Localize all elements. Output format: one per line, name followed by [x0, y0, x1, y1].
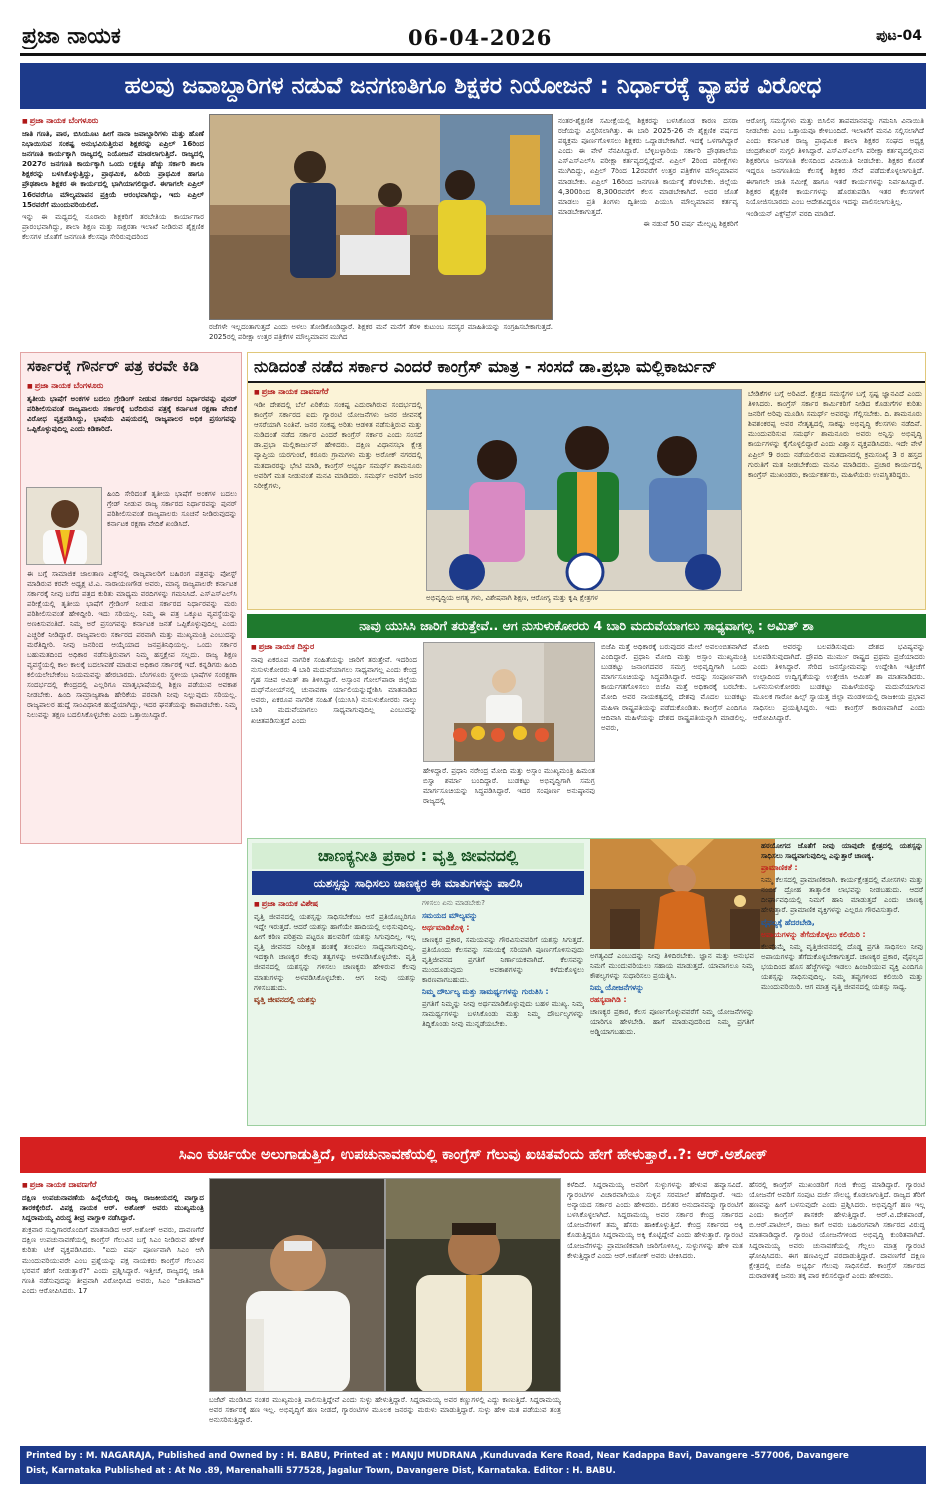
article2-top: [27, 381, 237, 434]
article5-col3-text1: ಚಾಣಕ್ಯರ ಪ್ರಕಾರ, ಕೆಲಸ ಪೂರ್ಣಗೊಳ್ಳುವವರೆಗೆ ನಿಮ್ಮ ಯೋಜನೆಗಳನ್ನು ಯಾರಿಗೂ ಹೇಳಬೇಡಿ. ಹಾಗೆ ಮಾಡುವುದರಿಂದ ನಿಮ್ಮ ಪ್ರಗತಿಗೆ ಅಡ್ಡಿಯಾಗಬಹುದು.: [590, 1007, 754, 1037]
article5-col3-head2: ರಹಸ್ಯವಾಗಿಡಿ :: [590, 995, 627, 1005]
article1-byline: ■ ಪ್ರಜಾ ನಾಯಕ ಬೆಂಗಳೂರು: [22, 116, 204, 126]
imprint-line-2: Dist, Karnataka Published at : At No .89, Marenahalli 577528, Jagalur Town, Davangere Dist, Karnataka. Editor : H. BABU.: [26, 1466, 616, 1476]
article5-byline: ■ ಪ್ರಜಾ ನಾಯಕ ವಿಶೇಷ: [254, 899, 416, 909]
article1-col1-rest: ಇನ್ನು ಈ ಮಧ್ಯದಲ್ಲಿ ನೂರಾರು ಶಿಕ್ಷಕರಿಗೆ ತರಬೇತಿಯ ಕಾರ್ಯಾಗಾರ ಪ್ರಾರಂಭವಾಗಿದ್ದು, ಶಾಲಾ ಶಿಕ್ಷಣ ಮತ್ತು ಸಾಕ್ಷರತಾ ಇಲಾಖೆ ನೀಡಿರುವ ಶೈಕ್ಷಣಿಕ ಕೆಲಸಗಳ ಜೊತೆಗೆ ಜನಗಣತಿ ಕೆಲಸವೂ ಸೇರಿರುವುದರಿಂದ: [22, 211, 204, 241]
article4-headline: ನಾವು ಯುಸಿಸಿ ಜಾರಿಗೆ ತರುತ್ತೇವೆ.. ಆಗ ನುಸುಳುಕೋರರು 4 ಬಾರಿ ಮದುವೆಯಾಗಲು ಸಾಧ್ಯವಾಗಲ್ಲ : ಅಮಿತ್ ಶಾ: [247, 614, 926, 638]
article5-col4-head1: ಪ್ರಾಮಾಣಿಕತೆ :: [761, 863, 798, 873]
article5-col2-text1: ಚಾಣಕ್ಯರ ಪ್ರಕಾರ, ಸಮಯವನ್ನು ಗೌರವಿಸುವವರಿಗೆ ಯಶಸ್ಸು ಸಿಗುತ್ತದೆ. ಪ್ರತಿಯೊಂದು ಕೆಲಸವನ್ನು ಸಮಯಕ್ಕೆ ಸರಿಯಾಗಿ ಪೂರ್ಣಗೊಳಿಸುವುದು ವೃತ್ತಿಜೀವನದ ಪ್ರಗತಿಗೆ ನಿರ್ಣಾಯಕವಾಗಿದೆ. ಕೆಲಸವನ್ನು ಮುಂದೂಡುವುದು ಅವಕಾಶಗಳನ್ನು ಕಳೆದುಕೊಳ್ಳಲು ಕಾರಣವಾಗಬಹುದು.: [422, 934, 584, 984]
teachers-photo-illustration: [210, 115, 553, 320]
article5-col2-text2: ಪ್ರಗತಿಗೆ ನಿಮ್ಮನ್ನು ನೀವು ಅರ್ಥಮಾಡಿಕೊಳ್ಳುವುದು ಬಹಳ ಮುಖ್ಯ. ನಿಮ್ಮ ಸಾಮರ್ಥ್ಯಗಳನ್ನು ಬಳಸಿಕೊಂಡು ಮತ್ತು ನಿಮ್ಮ ದೌರ್ಬಲ್ಯಗಳನ್ನು ತಿದ್ದಿಕೊಂಡು ನೀವು ಮುನ್ನಡೆಯಬೇಕು.: [422, 998, 584, 1029]
campaign-photo-illustration: [427, 390, 742, 591]
article5-col4: [761, 841, 923, 1123]
article2-body1: ಹಿಂದಿ ಸೇರಿದಂತೆ ತೃತೀಯ ಭಾಷೆಗೆ ಅಂಕಗಳ ಬದಲು ಗ್ರೇಡ್ ನೀಡುವ ರಾಜ್ಯ ಸರ್ಕಾರದ ನಿರ್ಧಾರವನ್ನು ಪುನರ್ ಪರಿಶೀಲಿಸುವಂತೆ ರಾಜ್ಯಪಾಲರು ಸೂಚನೆ ನೀಡಿರುವುದನ್ನು ಕರ್ನಾಟಕ ರಕ್ಷಣಾ ವೇದಿಕೆ ಖಂಡಿಸಿದೆ.: [107, 489, 237, 529]
article5-col3-head1: ನಿಮ್ಮ ಯೋಜನೆಗಳನ್ನು: [590, 983, 644, 993]
article5-col2-head1: ಸಮಯದ ಮೌಲ್ಯವನ್ನು: [422, 910, 478, 920]
article3-photo-campaign: [426, 389, 742, 591]
article2-body2: ಈ ಬಗ್ಗೆ ಸಾಮಾಜಿಕ ಜಾಲತಾಣ ಎಕ್ಸ್‌ನಲ್ಲಿ ರಾಜ್ಯಪಾಲರಿಗೆ ಬಹಿರಂಗ ಪತ್ರವನ್ನು ಪೋಸ್ಟ್ ಮಾಡಿರುವ ಕರವೇ ಅಧ್ಯಕ್ಷ ಟಿ.ಎ. ನಾರಾಯಣಗೌಡ ಅವರು, ಮಾನ್ಯ ರಾಜ್ಯಪಾಲರೇ ಕರ್ನಾಟಕ ಸರ್ಕಾರಕ್ಕೆ ನೀವು ಬರೆದ ಪತ್ರದ ಕುರಿತು ಮಾಧ್ಯಮ ವರದಿಗಳನ್ನು ಗಮನಿಸಿದೆ. ಎಸ್ಎಸ್ಎಲ್‌ಸಿ ಪರೀಕ್ಷೆಯಲ್ಲಿ ತೃತೀಯ ಭಾಷೆಗೆ ಗ್ರೇಡಿಂಗ್ ನೀಡುವ ಸರ್ಕಾರದ ನಿರ್ಧಾರವನ್ನು ಮರು ಪರಿಶೀಲಿಸುವಂತೆ ಹೇಳಿದ್ದೀರಿ. ಇದು ಸರಿಯಲ್ಲ. ನಿಮ್ಮ ಈ ಪತ್ರ ಒಕ್ಕೂಟ ವ್ಯವಸ್ಥೆಯನ್ನು ಅಣಕಿಸುವಂತಿದೆ. ನಿಮ್ಮ ಅರೆ ಪ್ರಸಂಗವನ್ನು ಕರ್ನಾಟಕ ಜನತೆ ಒಪ್ಪಿಕೊಳ್ಳುವುದಿಲ್ಲ ಎಂದು ಎಚ್ಚರಿಕೆ ನೀಡಿದ್ದಾರೆ. ರಾಜ್ಯಪಾಲರು ಸರ್ಕಾರದ ಪರವಾಗಿ ಮತ್ತು ಮುಖ್ಯಮಂತ್ರಿ ಎಂಬುದನ್ನು ಮರೆತಿದ್ದೀರಿ. ನೀವು ಜನರಿಂದ ಆಯ್ಕೆಯಾದ ಜನಪ್ರತಿನಿಧಿಯಲ್ಲ. ಒಂದು ಸರ್ಕಾರ ಬಹುಮತದಿಂದ ಅಧಿಕಾರ ನಡೆಸುತ್ತಿರುವಾಗ ನಿಮ್ಮ ಹಸ್ತಕ್ಷೇಪ ಸಲ್ಲದು. ರಾಜ್ಯ ಶಿಕ್ಷಣ ವ್ಯವಸ್ಥೆಯಲ್ಲಿ ಕಾಲ ಕಾಲಕ್ಕೆ ಬದಲಾವಣೆ ಮಾಡುವ ಅಧಿಕಾರ ಸರ್ಕಾರಕ್ಕೆ ಇದೆ. ಕನ್ನಡಿಗರು ಹಿಂದಿ ಕಲಿಯಲೇಬೇಕೆಂಬ ನಿಯಮವನ್ನು ಹೇರಬಾರದು. ಬೆಂಗಳೂರು ಸ್ಥಳೀಯ ಭಾಷೆಗಳ ಸಂರಕ್ಷಣಾ ಸಂದರ್ಭದಲ್ಲಿ ಕೇಂದ್ರದಲ್ಲಿ ಎಲ್ಲರಿಗೂ ಮಾತೃಭಾಷೆಯಲ್ಲಿ ಶಿಕ್ಷಣ ಪಡೆಯುವ ಅವಕಾಶ ನೀಡಬೇಕು. ಹಿಂದಿ ಸಾಮ್ರಾಜ್ಯಶಾಹಿ ಹೇರಿಕೆಯ ಪರವಾಗಿ ನೀವು ನಿಲ್ಲುವುದು ಸರಿಯಲ್ಲ. ರಾಜ್ಯಪಾಲರ ಹುದ್ದೆ ಸಾಂವಿಧಾನಿಕ ಹುದ್ದೆಯಾಗಿದ್ದು, ಇದರ ಘನತೆಯನ್ನು ಕಾಪಾಡಬೇಕು. ನಿಮ್ಮ ನಿಲುವನ್ನು ತಕ್ಷಣ ಬದಲಿಸಿಕೊಳ್ಳಬೇಕು ಎಂದು ಒತ್ತಾಯಿಸಿದ್ದಾರೆ.: [27, 569, 237, 720]
masthead: [20, 18, 926, 56]
article4-col2-text: ಹೇಳಿದ್ದಾರೆ. ಪ್ರಧಾನಿ ನರೇಂದ್ರ ಮೋದಿ ಮತ್ತು ಅಸ್ಸಾಂ ಮುಖ್ಯಮಂತ್ರಿ ಹಿಮಂತ ಬಿಸ್ವಾ ಶರ್ಮಾ ಬಂದಿದ್ದಾರೆ. ಬುಡಕಟ್ಟು ಅಭಿವೃದ್ಧಿಗಾಗಿ ಸಮಗ್ರ ಮಾರ್ಗಸೂಚಿಯನ್ನು ಸಿದ್ಧಪಡಿಸಿದ್ದಾರೆ. ಇದರ ಸಂಪೂರ್ಣ ಅನುಷ್ಠಾನವು ರಾಜ್ಯದಲ್ಲಿ: [423, 766, 595, 806]
article5-col4-text1: ನಿಮ್ಮ ಕೆಲಸದಲ್ಲಿ ಪ್ರಾಮಾಣಿಕರಾಗಿ. ಕಾರ್ಯಕ್ಷೇತ್ರದಲ್ಲಿ ಮೋಸಗಳು ಮತ್ತು ನಂಬಿಕೆ ದ್ರೋಹ ತಾತ್ಕಾಲಿಕ ಲಾಭವನ್ನು ನೀಡಬಹುದು. ಆದರೆ ದೀರ್ಘಾವಧಿಯಲ್ಲಿ ನಿಮಗೆ ಹಾನಿ ಮಾಡುತ್ತದೆ ಎಂದು ಚಾಣಕ್ಯ ಹೇಳುತ್ತಾರೆ. ಪ್ರಾಮಾಣಿಕ ವ್ಯಕ್ತಿಗಳನ್ನು ಎಲ್ಲರೂ ಗೌರವಿಸುತ್ತಾರೆ.: [761, 875, 923, 915]
article3-col3-text: ಬೇಡಿಕೆಗಳ ಬಗ್ಗೆ ಅರಿವಿದೆ. ಕ್ಷೇತ್ರದ ಸಮಸ್ಯೆಗಳ ಬಗ್ಗೆ ಸ್ಪಷ್ಟ ಜ್ಞಾನವಿದೆ ಎಂದು ತಿಳಿಸಿದರು. ಕಾಂಗ್ರೆಸ್ ಸರ್ಕಾರ ಕಾರ್ಮಿಕರಿಗೆ ನೀಡಿದ ಕೊಡುಗೆಗಳ ಕುರಿತು ಜನರಿಗೆ ಅರಿವು ಮೂಡಿಸಿ ಸಮರ್ಥ್ ಅವರನ್ನು ಗೆಲ್ಲಿಸಬೇಕು. ದಿ. ಶಾಮನೂರು ಶಿವಶಂಕರಪ್ಪ ಅವರ ನೇತೃತ್ವದಲ್ಲಿ ಸಾಕಷ್ಟು ಅಭಿವೃದ್ಧಿ ಕೆಲಸಗಳು ನಡೆದಿವೆ. ಮುಂದುವರಿಸುವ ಸಮರ್ಥ್ ಶಾಮನೂರು ಅವರು ಅನ್ನಿಸ್ತು ಅಭಿವೃದ್ಧಿ ಕಾರ್ಯಗಳನ್ನು ಕೈಗೊಳ್ಳಲಿದ್ದಾರೆ ಎಂದು ವಿಶ್ವಾಸ ವ್ಯಕ್ತಪಡಿಸಿದರು. ಇದೇ ವೇಳೆ ಏಪ್ರಿಲ್ 9 ರಂದು ನಡೆಯಲಿರುವ ಮತದಾನದಲ್ಲಿ ಕ್ರಮಸಂಖ್ಯೆ 3 ರ ಹಸ್ತದ ಗುರುತಿಗೆ ಮತ ನೀಡಬೇಕೆಂದು ಮನವಿ ಮಾಡಿದರು. ಪ್ರಚಾರ ಕಾರ್ಯದಲ್ಲಿ ಕಾಂಗ್ರೆಸ್ ಮುಖಂಡರು, ಕಾರ್ಯಕರ್ತರು, ಮಹಿಳೆಯರು ಉಪಸ್ಥಿತರಿದ್ದರು.: [748, 389, 922, 479]
article5-col4-lead: ಹಠಯೋಗದ ಜೊತೆಗೆ ನೀವು ಯಾವುದೇ ಕ್ಷೇತ್ರದಲ್ಲಿ ಯಶಸ್ಸನ್ನು ಸಾಧಿಸಲು ಸಾಧ್ಯವಾಗುವುದಿಲ್ಲ ಎನ್ನುತ್ತಾರೆ ಚಾಣಕ್ಯ.: [761, 841, 923, 861]
article5-col4-head2: ವೈಫಲ್ಯಕ್ಕೆ ಹೆದರಬೇಡಿ,: [761, 917, 815, 927]
leader-photo-illustration: [27, 488, 102, 565]
article4-col1-text: ನಾವು ಏಕರೂಪ ನಾಗರಿಕ ಸಂಹಿತೆಯನ್ನು ಜಾರಿಗೆ ತರುತ್ತೇವೆ. ಇದರಿಂದ ನುಸುಳುಕೋರರು 4 ಬಾರಿ ಮದುವೆಯಾಗಲು ಸಾಧ್ಯವಾಗಲ್ಲ ಎಂದು ಕೇಂದ್ರ ಗೃಹ ಸಚಿವ ಅಮಿತ್ ಶಾ ತಿಳಿಸಿದ್ದಾರೆ. ಅಸ್ಸಾಂನ ಗೋಲ್‌ಪಾರಾ ಜಿಲ್ಲೆಯ ದುಧ್‌ನೋಯ್‌ನಲ್ಲಿ ಚುನಾವಣಾ ರ್ಯಾಲಿಯನ್ನುದ್ದೇಶಿಸಿ ಮಾತನಾಡಿದ ಅವರು, ಏಕರೂಪ ನಾಗರಿಕ ಸಂಹಿತೆ (ಯುಸಿಸಿ) ನುಸುಳುಕೋರರು ನಾಲ್ಕು ಬಾರಿ ಮದುವೆಯಾಗಲು ಸಾಧ್ಯವಾಗುವುದಿಲ್ಲ ಎಂಬುದನ್ನು ಖಚಿತಪಡಿಸುತ್ತದೆ ಎಂದು: [251, 655, 417, 725]
masthead-rule: [20, 53, 926, 56]
article5-col1: [254, 899, 416, 1123]
article6-headline: ಸಿಎಂ ಕುರ್ಚಿಯೇ ಅಲುಗಾಡುತ್ತಿದೆ, ಉಪಚುನಾವಣೆಯಲ್ಲಿ ಕಾಂಗ್ರೆಸ್ ಗೆಲುವು ಖಚಿತವೆಂದು ಹೇಗೆ ಹೇಳುತ್ತಾರೆ..?: ಆರ್.ಅಶೋಕ್: [20, 1137, 926, 1173]
article5-col2-head0: ಗಳಿಸಲು ಏನು ಮಾಡಬೇಕು?: [422, 899, 485, 907]
article2-photo-leader: [26, 487, 102, 565]
article5-col4-text2: ಕೆಲವೊಮ್ಮೆ ನಿಮ್ಮ ವೃತ್ತಿಜೀವನದಲ್ಲಿ ದೊಡ್ಡ ಪ್ರಗತಿ ಸಾಧಿಸಲು ನೀವು ಅಪಾಯಗಳನ್ನು ತೆಗೆದುಕೊಳ್ಳಬೇಕಾಗುತ್ತದೆ. ಚಾಣಕ್ಯರ ಪ್ರಕಾರ, ವೈಫಲ್ಯದ ಭಯದಿಂದ ಹೊಸ ಹೆಜ್ಜೆಗಳನ್ನು ಇಡಲು ಹಿಂಜರಿಯುವ ವ್ಯಕ್ತಿ ಎಂದಿಗೂ ಯಶಸ್ಸನ್ನು ಸಾಧಿಸುವುದಿಲ್ಲ. ನಿಮ್ಮ ತಪ್ಪುಗಳಿಂದ ಕಲಿಯಿರಿ ಮತ್ತು ಮುಂದುವರಿಯಿರಿ. ಆಗ ಮಾತ್ರ ವೃತ್ತಿ ಜೀವನದಲ್ಲಿ ಯಶಸ್ಸು ಸಾಧ್ಯ.: [761, 941, 923, 991]
article3-headline: ನುಡಿದಂತೆ ನಡೆದ ಸರ್ಕಾರ ಎಂದರೆ ಕಾಂಗ್ರೆಸ್ ಮಾತ್ರ - ಸಂಸದೆ ಡಾ.ಪ್ರಭಾ ಮಲ್ಲಿಕಾರ್ಜುನ್: [248, 353, 926, 383]
chanakya-illustration: [590, 839, 775, 949]
article5-box: [247, 838, 926, 1126]
article4-photo-rally: [423, 642, 595, 762]
article1-photo-teachers: [209, 114, 553, 320]
article3-photo-caption: ಅಭಿವೃದ್ಧಿಯ ಅಗತ್ಯ ಗಳು, ವಿಶೇಷವಾಗಿ ಶಿಕ್ಷಣ, ಆರೋಗ್ಯ ಮತ್ತು ಕೃಷಿ ಕ್ಷೇತ್ರಗಳ: [426, 594, 598, 602]
article6-photo-caption: ಬಜೆಟ್ ಮಂಡಿಸಿದ ನಂತರ ಮುಖ್ಯಮಂತ್ರಿ ಪಾಲಿಸುತ್ತಿದ್ದೇವೆ ಎಂದು ಸುಳ್ಳು ಹೇಳುತ್ತಿದ್ದಾರೆ. ಸಿದ್ದರಾಮಯ್ಯ ಅವರ ಕಣ್ಣುಗಳಲ್ಲಿ ಎದ್ದು ಕಾಣುತ್ತಿದೆ. ಸಿದ್ದರಾಮಯ್ಯ ಅವರ ಸರ್ಕಾರಕ್ಕೆ ಹಣ ಇಲ್ಲ. ಅಭಿವೃದ್ಧಿಗೆ ಹಣ ನೀಡದೆ, ಗ್ಯಾರಂಟಿಗಳ ಮೂಲಕ ಜನರನ್ನು ಮರುಳು ಮಾಡುತ್ತಿದ್ದಾರೆ. ಸುಳ್ಳು ಹೇಳಿ ಮತ ಪಡೆಯುವ ತಂತ್ರ ಅನುಸರಿಸುತ್ತಿದ್ದಾರೆ.: [209, 1395, 561, 1425]
article5-col2-head3: ನಿಮ್ಮ ದೌರ್ಬಲ್ಯ ಮತ್ತು ಸಾಮರ್ಥ್ಯಗಳನ್ನು ಗುರುತಿಸಿ :: [422, 986, 549, 996]
article2-byline: ■ ಪ್ರಜಾ ನಾಯಕ ಬೆಂಗಳೂರು: [27, 381, 237, 391]
article5-col1-end: ವೃತ್ತಿ ಜೀವನದಲ್ಲಿ ಯಶಸ್ಸು: [254, 994, 317, 1004]
article5-subhead: ಯಶಸ್ಸನ್ನು ಸಾಧಿಸಲು ಚಾಣಕ್ಯರ ಈ ಮಾತುಗಳನ್ನು ಪಾಲಿಸಿ: [252, 871, 584, 895]
article1-col4-end: ಇಂಡಿಯನ್ ಎಕ್ಸ್‌ಪ್ರೆಸ್ ವರದಿ ಮಾಡಿದೆ.: [746, 208, 836, 218]
ashok-photo-illustration: [386, 1179, 561, 1392]
page-number: ಪುಟ-04: [876, 28, 922, 44]
article2-lead: ತೃತೀಯ ಭಾಷೆಗೆ ಅಂಕಗಳ ಬದಲು ಗ್ರೇಡಿಂಗ್ ನೀಡುವ ಸರ್ಕಾರದ ನಿರ್ಧಾರವನ್ನು ಪುನರ್ ಪರಿಶೀಲಿಸುವಂತೆ ರಾಜ್ಯಪಾಲರು ಸರ್ಕಾರಕ್ಕೆ ಬರೆದಿರುವ ಪತ್ರಕ್ಕೆ ಕರ್ನಾಟಕ ರಕ್ಷಣಾ ವೇದಿಕೆ ವಿರೋಧ ವ್ಯಕ್ತಪಡಿಸಿದ್ದು, ಭಾಷೆಯ ವಿಷಯದಲ್ಲಿ ರಾಜ್ಯಪಾಲರ ಅಧಿಕ ಪ್ರಸಂಗವನ್ನು ಒಪ್ಪಿಕೊಳ್ಳುವುದಿಲ್ಲ ಎಂದು ಕಿಡಿಕಾರಿದೆ.: [27, 394, 237, 434]
article4-byline: ■ ಪ್ರಜಾ ನಾಯಕ ದಿಸ್ಪುರ: [251, 642, 417, 652]
article3-col1: [254, 387, 422, 607]
article1-col3-text: ನಂತರ-ಶೈಕ್ಷಣಿಕ ಸಮೀಕ್ಷೆಯಲ್ಲಿ ಶಿಕ್ಷಕರನ್ನು ಬಳಸಿಕೊಂಡ ಕಾರಣ ದಸರಾ ರಜೆಯನ್ನು ವಿಸ್ತರಿಸಲಾಗಿತ್ತು. ಈ ಬಾರಿ 2025-26 ನೇ ಶೈಕ್ಷಣಿಕ ವರ್ಷದ ಪಠ್ಯಕ್ರಮ ಪೂರ್ಣಗೊಳಿಸಲು ಶಿಕ್ಷಕರು ಒದ್ದಾಡಬೇಕಾಗಿದೆ. ಇದಕ್ಕೆ ಒಳಗಾಗಿದ್ದಾರೆ ಎಂದು ಈ ವೇಳೆ ನೆನಪಿಸಿದ್ದಾರೆ. ಬೆಳ್ಳಿಬಳ್ಳಾರಿಯ ಸರ್ಕಾರಿ ಪ್ರೌಢಶಾಲೆಯ ಎಸ್ಎಸ್ಎಲ್‌ಸಿ ಪರೀಕ್ಷಾ ಕರ್ತವ್ಯದಲ್ಲಿದ್ದೇವೆ. ಏಪ್ರಿಲ್ 2ರಿಂದ ಪರೀಕ್ಷೆಗಳು ಮುಗಿದಿದ್ದು, ಏಪ್ರಿಲ್ 7ರಿಂದ 12ರವರೆಗೆ ಉತ್ತರ ಪತ್ರಿಕೆಗಳ ಮೌಲ್ಯಮಾಪನ ಮಾಡಬೇಕು. ಏಪ್ರಿಲ್ 16ರಿಂದ ಜನಗಣತಿ ಕಾರ್ಯಕ್ಕೆ ತೆರಳಬೇಕು. ಜಿಲ್ಲೆಯ 4,300ರಿಂದ 8,300ರವರೆಗೆ ಕೆಲಸ ಮಾಡಬೇಕಾಗಿದೆ. ಅದರ ಜೊತೆ ಮಾಡಲು ಪ್ರತಿ ತಿಂಗಳು ದ್ವಿತೀಯ ಪಿಯುಸಿ ಮೌಲ್ಯಮಾಪನ ಕರ್ತವ್ಯ ಮಾಡಬೇಕಾಗುತ್ತದೆ.: [558, 116, 738, 216]
article6-byline: ■ ಪ್ರಜಾ ನಾಯಕ ದಾವಣಗೆರೆ: [22, 1180, 204, 1190]
article3-byline: ■ ಪ್ರಜಾ ನಾಯಕ ದಾವಣಗೆರೆ: [254, 387, 422, 397]
article6-photo-cm: [209, 1178, 385, 1392]
article5-col3: [590, 951, 754, 1123]
article1-headline: ಹಲವು ಜವಾಬ್ದಾರಿಗಳ ನಡುವೆ ಜನಗಣತಿಗೂ ಶಿಕ್ಷಕರ ನಿಯೋಜನೆ : ನಿರ್ಧಾರಕ್ಕೆ ವ್ಯಾಪಕ ವಿರೋಧ: [20, 63, 926, 109]
article5-col2-head2: ಅರ್ಥಮಾಡಿಕೊಳ್ಳಿ :: [422, 922, 470, 932]
masthead-date: 06-04-2026: [408, 25, 553, 50]
article1-col4: [746, 116, 924, 348]
imprint-footer: [20, 1446, 926, 1484]
article1-photo-caption: ರಜೆಗಳೇ ಇಲ್ಲದಂತಾಗುತ್ತದೆ ಎಂದು ಅಳಲು ತೋಡಿಕೊಂಡಿದ್ದಾರೆ. ಶಿಕ್ಷಕರ ಮನೆ ಮನೆಗೆ ತೆರಳಿ ಕುಟುಂಬ ಸದಸ್ಯರ ಮಾಹಿತಿಯನ್ನು ಸಂಗ್ರಹಿಸಬೇಕಾಗುತ್ತದೆ. 2025ರಲ್ಲಿ ಪರೀಕ್ಷಾ ಉತ್ತರ ಪತ್ರಿಕೆಗಳ ಮೌಲ್ಯಮಾಪನ ಮುಗಿದ: [209, 323, 553, 341]
article6-col1: [22, 1180, 204, 1440]
article1-col3-end: ಈ ನಡುವೆ 50 ವರ್ಷ ಮೇಲ್ಪಟ್ಟ ಶಿಕ್ಷಕರಿಗೆ: [643, 218, 738, 228]
article6-col1-text: ಶುಕ್ರವಾರ ಸುದ್ದಿಗಾರರೊಂದಿಗೆ ಮಾತನಾಡಿದ ಆರ್.ಅಶೋಕ್ ಅವರು, ದಾವಣಗೆರೆ ದಕ್ಷಿಣ ಉಪಚುನಾವಣೆಯಲ್ಲಿ ಕಾಂಗ್ರೆಸ್ ಗೆಲುವಿನ ಬಗ್ಗೆ ಸಿಎಂ ನೀಡಿರುವ ಹೇಳಿಕೆ ಕುರಿತು ಟೀಕೆ ವ್ಯಕ್ತಪಡಿಸಿದರು. "ಐದು ವರ್ಷ ಪೂರ್ಣವಾಗಿ ಸಿಎಂ ಆಗಿ ಮುಂದುವರಿಯುವರೇ ಎಂಬ ಪ್ರಶ್ನೆಯನ್ನು ಪಕ್ಷ ನಾಯಕರು ಕಾಂಗ್ರೆಸ್ ಗೆಲುವಿನ ಭರವಸೆ ಹೇಗೆ ನೀಡುತ್ತಾರೆ?" ಎಂದು ಪ್ರಶ್ನಿಸಿದ್ದಾರೆ. ಇತ್ತೀಚೆ, ರಾಜ್ಯದಲ್ಲಿ ಜಾತಿ ಗಣತಿ ನಡೆಸುವುದನ್ನು ತೀವ್ರವಾಗಿ ವಿರೋಧಿಸಿದ ಅವರು, ಸಿಎಂ "ಜಾತಿವಾದಿ" ಎಂದು ಆರೋಪಿಸಿದರು. 17: [22, 1225, 204, 1295]
article5-headline: ಚಾಣಕ್ಯನೀತಿ ಪ್ರಕಾರ : ವೃತ್ತಿ ಜೀವನದಲ್ಲಿ: [252, 843, 584, 869]
article5-photo-chanakya: [590, 839, 775, 949]
article5-col4-head3: ಅಪಾಯಗಳನ್ನು ತೆಗೆದುಕೊಳ್ಳಲು ಕಲಿಯಿರಿ :: [761, 929, 866, 939]
rally-photo-illustration: [424, 643, 595, 762]
article6-col4-text: ಹೆಸರಲ್ಲಿ ಕಾಂಗ್ರೆಸ್ ಮುಖಂಡರಿಗೆ ಗಂಜಿ ಕೇಂದ್ರ ಮಾಡಿದ್ದಾರೆ. ಗ್ಯಾರಂಟಿ ಯೋಜನೆಗೆ ಅವರಿಗೆ ಸಂಪುಟ ದರ್ಜೆ ಸೌಲಭ್ಯ ಕೊಡಲಾಗುತ್ತಿದೆ. ರಾಜ್ಯದ ತೆರಿಗೆ ಹಣವನ್ನು ಹೀಗೆ ಬಳಸುವುದೇ ಎಂದು ಪ್ರಶ್ನಿಸಿದರು. ಅಭಿವೃದ್ಧಿಗೆ ಹಣ ಇಲ್ಲ ಎಂದು ಕಾಂಗ್ರೆಸ್ ಶಾಸಕರೇ ಹೇಳುತ್ತಿದ್ದಾರೆ. ಆರ್.ವಿ.ದೇಶಪಾಂಡೆ, ಬಿ.ಆರ್.ಪಾಟೀಲ್, ರಾಜು ಕಾಗೆ ಅವರು ಬಹಿರಂಗವಾಗಿ ಸರ್ಕಾರದ ವಿರುದ್ಧ ಮಾತನಾಡಿದ್ದಾರೆ. ಗ್ಯಾರಂಟಿ ಯೋಜನೆಗಳಿಂದ ಅಭಿವೃದ್ಧಿ ಕುಂಠಿತವಾಗಿದೆ. ಸಿದ್ದರಾಮಯ್ಯ ಅವರು ಚುನಾವಣೆಯಲ್ಲಿ ಗೆಲ್ಲಲು ಮಾತ್ರ ಗ್ಯಾರಂಟಿ ಘೋಷಿಸಿದರು. ಈಗ ಹಣವಿಲ್ಲದೆ ಪರದಾಡುತ್ತಿದ್ದಾರೆ. ದಾವಣಗೆರೆ ದಕ್ಷಿಣ ಕ್ಷೇತ್ರದಲ್ಲಿ ಬಿಜೆಪಿ ಅಭ್ಯರ್ಥಿ ಗೆಲುವು ಸಾಧಿಸಲಿದೆ. ಕಾಂಗ್ರೆಸ್ ಸರ್ಕಾರದ ದುರಾಡಳಿತಕ್ಕೆ ಜನರು ತಕ್ಕ ಪಾಠ ಕಲಿಸಲಿದ್ದಾರೆ ಎಂದು ಹೇಳಿದರು.: [749, 1180, 925, 1280]
article6-lead: ದಕ್ಷಿಣ ಉಪಚುನಾವಣೆಯ ಹಿನ್ನೆಲೆಯಲ್ಲಿ ರಾಜ್ಯ ರಾಜಕೀಯದಲ್ಲಿ ವಾಗ್ವಾದ ತಾರಕಕ್ಕೇರಿದೆ. ವಿಪಕ್ಷ ನಾಯಕ ಆರ್. ಅಶೋಕ್ ಅವರು ಮುಖ್ಯಮಂತ್ರಿ ಸಿದ್ದರಾಮಯ್ಯ ವಿರುದ್ಧ ತೀವ್ರ ವಾಗ್ದಾಳಿ ನಡೆಸಿದ್ದಾರೆ.: [22, 1193, 204, 1223]
article4-col1: [251, 642, 417, 834]
article4-col4-text: ಮೋದಿ ಅವರನ್ನು ಬಲಪಡಿಸುವುದು ದೇಶದ ಭವಿಷ್ಯವನ್ನು ಬಲಪಡಿಸುವುದಾಗಿದೆ. ದ್ರೌಪದಿ ಮುರ್ಮು ರಾಷ್ಟ್ರದ ಪ್ರಥಮ ಪ್ರಜೆಯಾದರು ಎಂದು ತಿಳಿಸಿದ್ದಾರೆ. ಸೇರಿದ ಜನಸ್ತೋಮವನ್ನು ಉದ್ದೇಶಿಸಿ ಇತ್ತೀಚೆಗೆ ಉಲ್ಫಾದಿಂದ ಉದ್ವಿಗ್ನತೆಯನ್ನು ಉತ್ತೇಜಿಸಿ ಅಮಿತ್ ಶಾ ಮಾತನಾಡಿದರು. ಒಳನುಸುಳುಕೋರರು ಬುಡಕಟ್ಟು ಮಹಿಳೆಯರನ್ನು ಮದುವೆಯಾಗುವ ಮೂಲಕ ಗಾರೋ ಹಿಲ್ಸ್ ಸ್ವಾಯತ್ತ ಜಿಲ್ಲಾ ಮಂಡಳಿಯಲ್ಲಿ ರಾಜಕೀಯ ಪ್ರಭಾವ ಸಾಧಿಸಲು ಪ್ರಯತ್ನಿಸಿದ್ದರು. ಇದು ಕಾಂಗ್ರೆಸ್ ಕಾರಣವಾಗಿದೆ ಎಂದು ಆರೋಪಿಸಿದ್ದಾರೆ.: [753, 642, 925, 722]
imprint-line-1: Printed by : M. NAGARAJA, Published and Owned by : H. BABU, Printed at : MANJU MUDRANA ,Kunduvada Kere Road, Near Kadappa Bavi, Davangere -577006, Davangere: [26, 1451, 849, 1461]
article3-col1-text: ಇಡೀ ದೇಶದಲ್ಲಿ ಬೆಲೆ ಏರಿಕೆಯ ಸಂಕಷ್ಟ ಎದುರಾಗಿರುವ ಸಂದರ್ಭದಲ್ಲಿ ಕಾಂಗ್ರೆಸ್ ಸರ್ಕಾರದ ಐದು ಗ್ಯಾರಂಟಿ ಯೋಜನೆಗಳು ಜನರ ಜೀವನಕ್ಕೆ ಆಸರೆಯಾಗಿ ನಿಂತಿವೆ. ಜನರ ಸಂಕಷ್ಟ ಅರಿತು ಆಡಳಿತ ನಡೆಸುತ್ತಿರುವ ಮತ್ತು ನುಡಿದಂತೆ ನಡೆದ ಸರ್ಕಾರ ಎಂದರೆ ಕಾಂಗ್ರೆಸ್ ಸರ್ಕಾರ ಎಂದು ಸಂಸದೆ ಡಾ.ಪ್ರಭಾ ಮಲ್ಲಿಕಾರ್ಜುನ್ ಹೇಳಿದರು. ದಕ್ಷಿಣ ವಿಧಾನಸಭಾ ಕ್ಷೇತ್ರ ವ್ಯಾಪ್ತಿಯ ಯರಗುಂಟೆ, ಕರೂರು ಗ್ರಾಮಗಳು ಮತ್ತು ಅರೋಕ್ ನಗರದಲ್ಲಿ ಮತದಾರರನ್ನು ಭೇಟಿ ಮಾಡಿ, ಕಾಂಗ್ರೆಸ್ ಅಭ್ಯರ್ಥಿ ಸಮರ್ಥ್ ಶಾಮನೂರು ಅವರಿಗೆ ಮತ ನೀಡುವಂತೆ ಮನವಿ ಮಾಡಿದರು. ಸಮರ್ಥ್ ಅವರಿಗೆ ಜನರ ನಿರೀಕ್ಷೆಗಳು,: [254, 400, 422, 490]
article5-col2: [422, 899, 584, 1123]
masthead-name: ಪ್ರಜಾ ನಾಯಕ: [22, 24, 121, 49]
article1-col4-text: ಆರೋಗ್ಯ ಸಮಸ್ಯೆಗಳು ಮತ್ತು ಬಿಸಿಲಿನ ತಾಪಮಾನವನ್ನು ಗಮನಿಸಿ ವಿನಾಯಿತಿ ನೀಡಬೇಕು ಎಂಬ ಒತ್ತಾಯವೂ ಕೇಳಿಬಂದಿದೆ. ಇಲಾಖೆಗೆ ಮನವಿ ಸಲ್ಲಿಸಲಾಗಿದೆ ಎಂದು ಕರ್ನಾಟಕ ರಾಜ್ಯ ಪ್ರಾಥಮಿಕ ಶಾಲಾ ಶಿಕ್ಷಕರ ಸಂಘದ ಅಧ್ಯಕ್ಷ ಚಂದ್ರಶೇಖರ್ ನುಗ್ಗಲಿ ತಿಳಿಸಿದ್ದಾರೆ. ಎಸ್ಎಸ್ಎಲ್‌ಸಿ ಪರೀಕ್ಷಾ ಕರ್ತವ್ಯದಲ್ಲಿರುವ ಶಿಕ್ಷಕರಿಗೂ ಜನಗಣತಿ ಕೆಲಸದಿಂದ ವಿನಾಯಿತಿ ನೀಡಬೇಕು. ಶಿಕ್ಷಕರ ಕೊರತೆ ಇದ್ದರೂ ಜನಗಣತಿಯ ಕೆಲಸಕ್ಕೆ ಶಿಕ್ಷಕರ ಸೇವೆ ಪಡೆದುಕೊಳ್ಳಲಾಗುತ್ತಿದೆ. ಈಗಾಗಲೇ ಜಾತಿ ಸಮೀಕ್ಷೆ ಹಾಗೂ ಇತರೆ ಕಾರ್ಯಗಳನ್ನು ನಿರ್ವಹಿಸಿದ್ದಾರೆ. ಶಿಕ್ಷಕರ ಶೈಕ್ಷಣಿಕ ಕಾರ್ಯಗಳನ್ನು ಹೊರತುಪಡಿಸಿ ಇತರ ಕೆಲಸಗಳಿಗೆ ನಿಯೋಜಿಸಬಾರದು ಎಂಬ ಆದೇಶವಿದ್ದರೂ ಇದನ್ನು ಪಾಲಿಸಲಾಗುತ್ತಿಲ್ಲ.: [746, 116, 924, 206]
article1-col3: [558, 116, 738, 348]
article3-box: [247, 352, 926, 610]
article4-col3-text: ಬಿಜೆಪಿ ಮತ್ತೆ ಅಧಿಕಾರಕ್ಕೆ ಬರುವುದರ ಮೇಲೆ ಅವಲಂಬಿತವಾಗಿದೆ ಎಂದಿದ್ದಾರೆ. ಪ್ರಧಾನಿ ಮೋದಿ ಮತ್ತು ಅಸ್ಸಾಂ ಮುಖ್ಯಮಂತ್ರಿ ಬುಡಕಟ್ಟು ಜನಾಂಗದವರ ಸಮಗ್ರ ಅಭಿವೃದ್ಧಿಗಾಗಿ ಒಂದು ಮಾರ್ಗಸೂಚಿಯನ್ನು ಸಿದ್ಧಪಡಿಸಿದ್ದಾರೆ. ಅದನ್ನು ಸಂಪೂರ್ಣವಾಗಿ ಕಾರ್ಯಗತಗೊಳಿಸಲು ಬಿಜೆಪಿ ಮತ್ತೆ ಅಧಿಕಾರಕ್ಕೆ ಬರಬೇಕು. ಮೋದಿ ಅವರ ನಾಯಕತ್ವದಲ್ಲಿ ದೇಶವು ಮೊದಲ ಬುಡಕಟ್ಟು ಮಹಿಳಾ ರಾಷ್ಟ್ರಪತಿಯನ್ನು ಪಡೆದುಕೊಂಡಿತು. ಕಾಂಗ್ರೆಸ್ ಎಂದಿಗೂ ಆದಿವಾಸಿ ಮಹಿಳೆಯನ್ನು ದೇಶದ ರಾಷ್ಟ್ರಪತಿಯನ್ನಾಗಿ ಮಾಡಲಿಲ್ಲ. ಅವರು,: [601, 642, 747, 732]
article5-col3-intro: ಅಗತ್ಯವಿದೆ ಎಂಬುದನ್ನು ನೀವು ತಿಳಿದಿರಬೇಕು. ಜ್ಞಾನ ಮತ್ತು ಅನುಭವ ನಿಮಗೆ ಮುಂದುವರಿಯಲು ಸಹಾಯ ಮಾಡುತ್ತದೆ. ಯಾವಾಗಲೂ ನಿಮ್ಮ ಕೌಶಲ್ಯಗಳನ್ನು ಸುಧಾರಿಸಲು ಪ್ರಯತ್ನಿಸಿ.: [590, 951, 754, 981]
article6-photo-ashok: [385, 1178, 561, 1392]
cm-photo-illustration: [210, 1179, 385, 1392]
article2-headline: ಸರ್ಕಾರಕ್ಕೆ ಗೌರ್ನರ್ ಪತ್ರ ಕರವೇ ಕಿಡಿ: [27, 357, 199, 375]
article2-box: [20, 352, 242, 844]
article1-col1: [22, 116, 204, 348]
article5-col1-text: ವೃತ್ತಿ ಜೀವನದಲ್ಲಿ ಯಶಸ್ಸನ್ನು ಸಾಧಿಸಬೇಕೆಂಬ ಆಸೆ ಪ್ರತಿಯೊಬ್ಬರಿಗೂ ಇದ್ದೇ ಇರುತ್ತದೆ. ಆದರೆ ಯಶಸ್ಸು ಹಾಗೆಯೇ ಹಾದಿಯಲ್ಲಿ ಲಭಿಸುವುದಿಲ್ಲ. ಹೀಗೆ ಕಠಿಣ ಪರಿಶ್ರಮ ಪಟ್ಟರೂ ಹಲವರಿಗೆ ಯಶಸ್ಸು ಸಿಗುವುದಿಲ್ಲ. ಇಲ್ಲ ವೃತ್ತಿ ಜೀವನದ ನಿರೀಕ್ಷಿತ ಹಂತಕ್ಕೆ ತಲುಪಲು ಸಾಧ್ಯವಾಗುವುದಿಲ್ಲ. ಇದಕ್ಕಾಗಿ ಚಾಣಕ್ಯರ ಕೆಲವು ತತ್ವಗಳನ್ನು ಅಳವಡಿಸಿಕೊಳ್ಳಬೇಕು. ವೃತ್ತಿ ಜೀವನದಲ್ಲಿ ಯಶಸ್ಸನ್ನು ಗಳಿಸಲು ಚಾಣಕ್ಯರು ಹೇಳಿರುವ ಕೆಲವು ಮಾತುಗಳನ್ನು ಅಳವಡಿಸಿಕೊಳ್ಳಬೇಕು. ಆಗ ನೀವು ಯಶಸ್ಸು ಗಳಿಸಬಹುದು.: [254, 912, 416, 992]
article1-lead: ಜಾತಿ ಗಣತಿ, ಪಾಠ, ಬಿಸಿಯೂಟ ಹೀಗೆ ನಾನಾ ಜವಾಬ್ದಾರಿಗಳು ಮತ್ತು ಹೊಣೆ ನಿಭಾಯಿಸುವ ಸಂಕಷ್ಟ ಅನುಭವಿಸುತ್ತಿರುವ ಶಿಕ್ಷಕರನ್ನು ಏಪ್ರಿಲ್ 16ರಿಂದ ಜನಗಣತಿ ಕಾರ್ಯಕ್ಕಾಗಿ ರಾಜ್ಯದಲ್ಲಿ ನಿಯೋಜನೆ ಮಾಡಲಾಗುತ್ತಿದೆ. ರಾಜ್ಯದಲ್ಲಿ 2027ರ ಜನಗಣತಿ ಕಾರ್ಯಕ್ಕಾಗಿ ಒಂದು ಲಕ್ಷಕ್ಕೂ ಹೆಚ್ಚು ಸರ್ಕಾರಿ ಶಾಲಾ ಶಿಕ್ಷಕರನ್ನು ಬಳಸಿಕೊಳ್ಳುತ್ತಿದ್ದು, ಪ್ರಾಥಮಿಕ, ಹಿರಿಯ ಪ್ರಾಥಮಿಕ ಹಾಗೂ ಪ್ರೌಢಶಾಲಾ ಶಿಕ್ಷಕರ ಈ ಕಾರ್ಯದಲ್ಲಿ ಭಾಗಿಯಾಗಲಿದ್ದಾರೆ. ಈಗಾಗಲೇ ಏಪ್ರಿಲ್ 16ರವರೆಗೂ ಮೌಲ್ಯಮಾಪನ ಪ್ರಕ್ರಿಯೆ ಆರಂಭವಾಗಿದ್ದು, ಇದು ಏಪ್ರಿಲ್ 15ರವರೆಗೆ ಮುಂದುವರಿಯಲಿದೆ.: [22, 129, 204, 209]
article6-col3-text: ಕಳೆದಿದೆ. ಸಿದ್ದರಾಮಯ್ಯ ಅವರಿಗೆ ಸುಳ್ಳುಗಳನ್ನು ಹೇಳುವ ಹವ್ಯಾಸವಿದೆ. ಗ್ಯಾರಂಟಿಗಳ ವಿಚಾರವಾಗಿಯೂ ಸುಳ್ಳಿನ ಸರಮಾಲೆ ಹೆಣೆದಿದ್ದಾರೆ. ಇದು ಅನ್ಯಾಯದ ಸರ್ಕಾರ ಎಂದು ಹೇಳಿದರು. ದಲಿತರ ಅನುದಾನವನ್ನು ಗ್ಯಾರಂಟಿಗೆ ಬಳಸಿಕೊಳ್ಳಲಾಗಿದೆ. ಸಿದ್ದರಾಮಯ್ಯ ಅವರ ಸರ್ಕಾರ ಕೇಂದ್ರ ಸರ್ಕಾರದ ಯೋಜನೆಗಳಿಗೆ ತಮ್ಮ ಹೆಸರು ಹಾಕಿಕೊಳ್ಳುತ್ತಿದೆ. ಕೇಂದ್ರ ಸರ್ಕಾರದ ಅಕ್ಕಿ ಕೊಡುತ್ತಿದ್ದರೂ ಸಿದ್ದರಾಮಯ್ಯ ಅಕ್ಕಿ ಕೊಟ್ಟಿದ್ದೇನೆ ಎಂದು ಹೇಳುತ್ತಾರೆ. ಗ್ಯಾರಂಟಿ ಯೋಜನೆಗಳನ್ನು ಪ್ರಾಮಾಣಿಕವಾಗಿ ಜಾರಿಗೊಳಿಸಿಲ್ಲ. ಸುಳ್ಳುಗಳನ್ನು ಹೇಳಿ ಮತ ಕೇಳುತ್ತಿದ್ದಾರೆ ಎಂದು ಆರ್.ಅಶೋಕ್ ಅವರು ಟೀಕಿಸಿದರು.: [567, 1180, 743, 1260]
